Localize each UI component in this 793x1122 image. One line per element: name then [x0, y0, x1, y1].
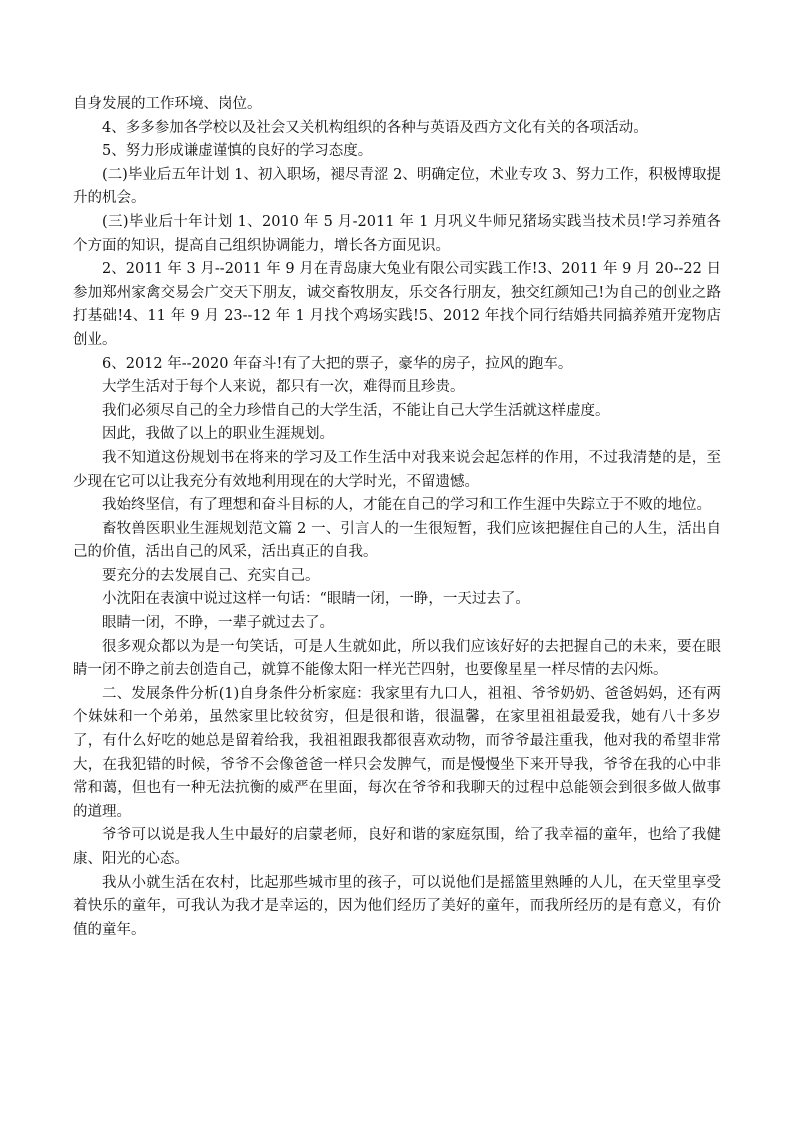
paragraph-14: 要充分的去发展自己、充实自己。 [102, 567, 320, 584]
paragraph-2: 4、多多参加各学校以及社会又关机构组织的各种与英语及西方文化有关的各项活动。 [102, 119, 648, 136]
paragraph-11: 我不知道这份规划书在将来的学习及工作生活中对我来说会起怎样的作用，不过我清楚的是，至少现在它可以让我充分有效地利用现在的大学时光，不留遗憾。 [73, 449, 721, 490]
paragraph-19: 爷爷可以说是我人生中最好的启蒙老师，良好和谐的家庭氛围，给了我幸福的童年，也给了我健康、阳光的心态。 [73, 827, 721, 867]
paragraph-9: 我们必须尽自己的全力珍惜自己的大学生活，不能让自己大学生活就这样虚度。 [102, 402, 610, 419]
paragraph-15: 小沈阳在表演中说过这样一句话：“眼睛一闭，一睁，一天过去了。 [102, 591, 530, 608]
paragraph-7: 6、2012 年--2020 年奋斗!有了大把的票子，豪华的房子，拉风的跑车。 [102, 355, 573, 372]
document-page [73, 93, 721, 942]
paragraph-16: 眼睛一闭，不睁，一辈子就过去了。 [102, 615, 334, 632]
paragraph-3: 5、努力形成谦虚谨慎的良好的学习态度。 [102, 143, 373, 160]
paragraph-6: 2、2011 年 3 月--2011 年 9 月在青岛康大兔业有限公司实践工作!3、2011 年 9 月 20--22 日参加郑州家禽交易会广交天下朋友，诚交畜牧朋友，乐交各行朋友，独交红颜知己!为自己的创业之路打基础!4、11 年 9 月 23--12 年 1 月找个鸡场实践!5、2012 年找个同行结婚共同搞养殖开宠物店创业。 [73, 261, 721, 348]
paragraph-8: 大学生活对于每个人来说，都只有一次，难得而且珍贵。 [102, 379, 465, 396]
paragraph-12: 我始终坚信，有了理想和奋斗目标的人，才能在自己的学习和工作生涯中失踪立于不败的地位。 [102, 497, 711, 514]
paragraph-4: (二)毕业后五年计划 1、初入职场，褪尽青涩 2、明确定位，术业专攻 3、努力工作，积极博取提升的机会。 [73, 166, 721, 207]
paragraph-13: 畜牧兽医职业生涯规划范文篇 2 一、引言人的一生很短暂，我们应该把握住自己的人生，活出自己的价值，活出自己的风采，活出真正的自我。 [73, 520, 721, 561]
paragraph-5: (三)毕业后十年计划 1、2010 年 5 月-2011 年 1 月巩义牛师兄猪场实践当技术员!学习养殖各个方面的知识，提高自己组织协调能力，增长各方面见识。 [73, 213, 721, 254]
paragraph-10: 因此，我做了以上的职业生涯规划。 [102, 426, 334, 443]
paragraph-20: 我从小就生活在农村，比起那些城市里的孩子，可以说他们是摇篮里熟睡的人儿，在天堂里享受着快乐的童年，可我认为我才是幸运的，因为他们经历了美好的童年，而我所经历的是有意义，有价值的童年。 [73, 874, 721, 938]
paragraph-17: 很多观众都以为是一句笑话，可是人生就如此，所以我们应该好好的去把握自己的未来，要在眼睛一闭不睁之前去创造自己，就算不能像太阳一样光芒四射，也要像星星一样尽情的去闪烁。 [73, 638, 721, 679]
paragraph-1: 自身发展的工作环境、岗位。 [73, 96, 262, 112]
paragraph-18: 二、发展条件分析(1)自身条件分析家庭：我家里有九口人，祖祖、爷爷奶奶、爸爸妈妈，还有两个妹妹和一个弟弟，虽然家里比较贫穷，但是很和谐，很温馨，在家里祖祖最爱我，她有八十多岁了，有什么好吃的她总是留着给我，我祖祖跟我都很喜欢动物，而爷爷最注重我，他对我的希望非常大，在我犯错的时候，爷爷不会像爸爸一样只会发脾气，而是慢慢坐下来开导我，爷爷在我的心中非常和蔼，但也有一种无法抗衡的威严在里面，每次在爷爷和我聊天的过程中总能领会到很多做人做事的道理。 [73, 685, 721, 820]
